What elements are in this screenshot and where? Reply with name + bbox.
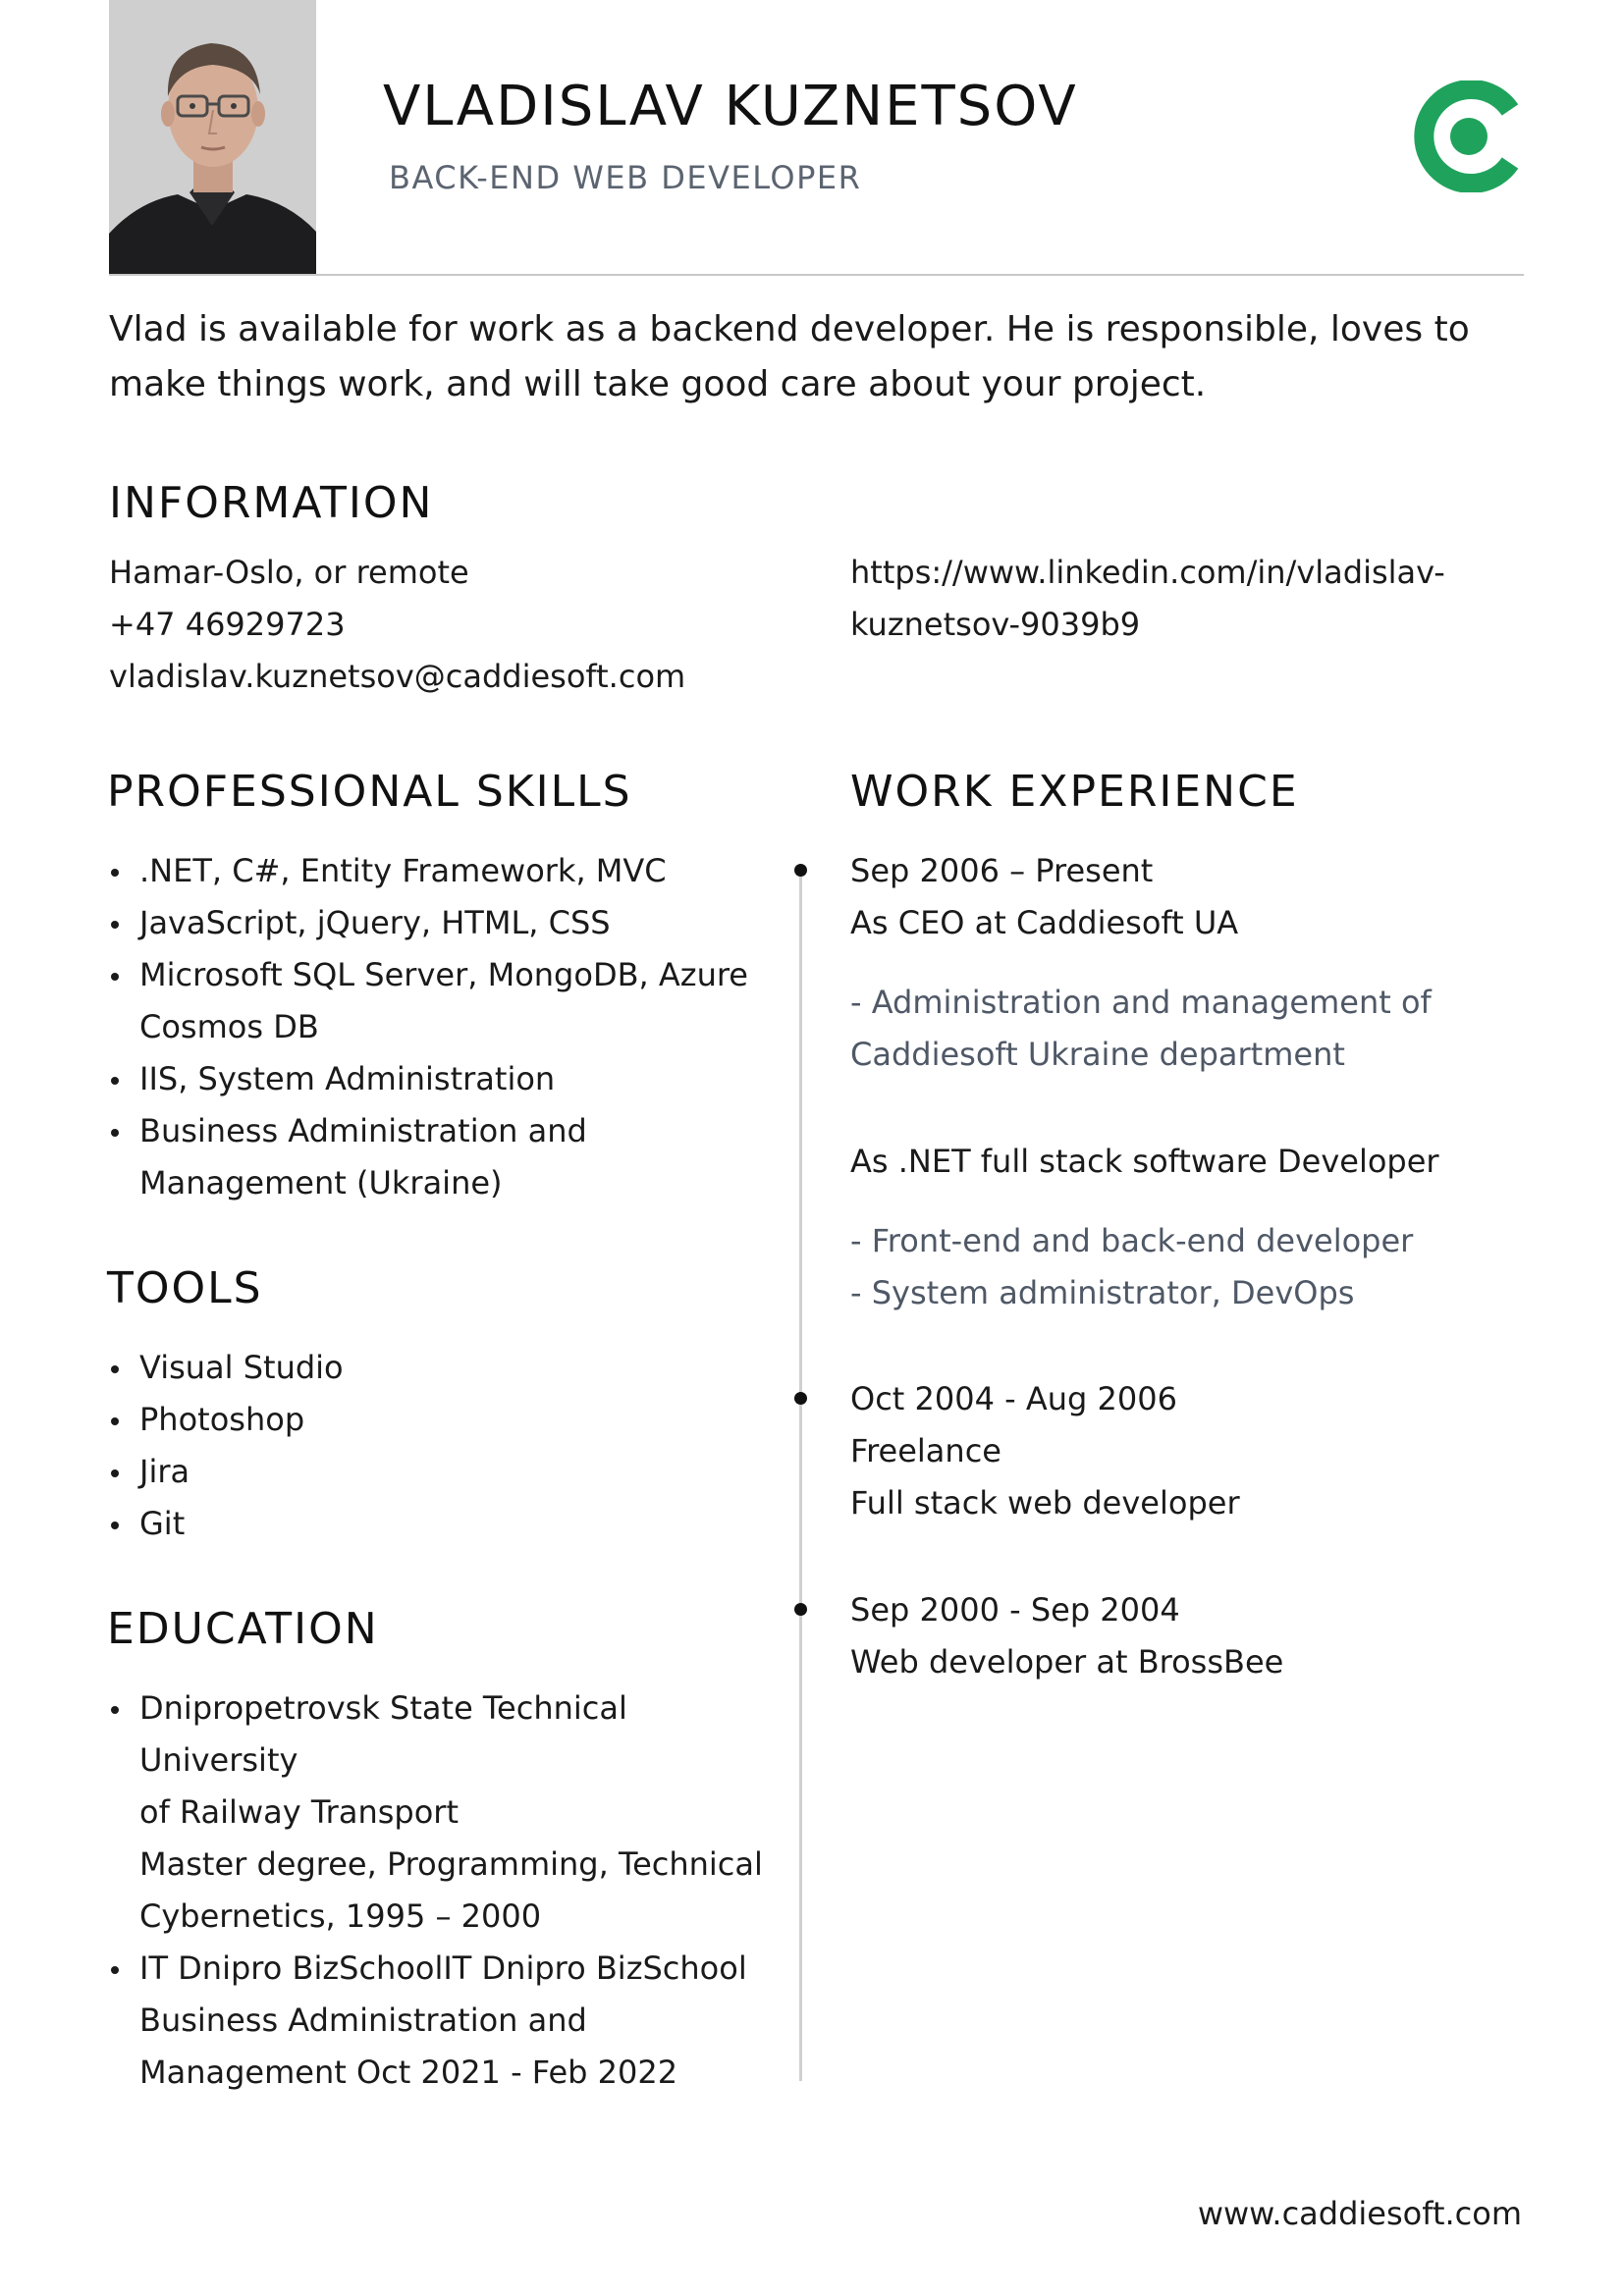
education-line: IT Dnipro BizSchoolIT Dnipro BizSchool bbox=[139, 1949, 747, 1987]
tool-text: Visual Studio bbox=[139, 1349, 344, 1386]
education-line: Business Administration and bbox=[139, 2002, 587, 2039]
linkedin-line-1: https://www.linkedin.com/in/vladislav- bbox=[850, 554, 1445, 591]
timeline-dot bbox=[794, 1603, 807, 1616]
information-heading: INFORMATION bbox=[109, 478, 434, 528]
tool-text: Jira bbox=[139, 1453, 190, 1490]
list-item bbox=[109, 1342, 757, 1394]
linkedin-link[interactable] bbox=[850, 547, 1445, 651]
experience-entry bbox=[850, 1584, 1283, 1688]
list-item bbox=[109, 1943, 777, 2099]
skills-heading: PROFESSIONAL SKILLS bbox=[107, 767, 632, 817]
contact-info-block bbox=[109, 547, 685, 703]
experience-company: Freelance bbox=[850, 1432, 1001, 1469]
experience-note: - System administrator, DevOps bbox=[850, 1274, 1355, 1311]
caddiesoft-logo-icon bbox=[1414, 80, 1524, 192]
experience-heading: WORK EXPERIENCE bbox=[850, 767, 1299, 817]
linkedin-line-2: kuznetsov-9039b9 bbox=[850, 606, 1141, 643]
job-title: BACK-END WEB DEVELOPER bbox=[389, 159, 862, 196]
profile-photo bbox=[109, 0, 316, 274]
education-line: Master degree, Programming, Technical bbox=[139, 1845, 763, 1883]
experience-entry bbox=[850, 845, 1238, 949]
location-text: Hamar-Oslo, or remote bbox=[109, 554, 469, 591]
skills-list bbox=[109, 845, 757, 1209]
list-item bbox=[109, 1394, 757, 1446]
list-item bbox=[109, 1498, 757, 1550]
website-link[interactable]: www.caddiesoft.com bbox=[1197, 2195, 1522, 2232]
skill-text: JavaScript, jQuery, HTML, CSS bbox=[139, 904, 611, 941]
tool-text: Git bbox=[139, 1505, 186, 1542]
experience-role: Full stack web developer bbox=[850, 1484, 1240, 1522]
experience-entry bbox=[850, 1136, 1439, 1188]
skill-text-cont: Cosmos DB bbox=[139, 1008, 319, 1045]
tool-text: Photoshop bbox=[139, 1401, 305, 1438]
list-item bbox=[109, 1446, 757, 1498]
candidate-name: VLADISLAV KUZNETSOV bbox=[383, 75, 1078, 138]
list-item bbox=[109, 949, 757, 1053]
experience-notes bbox=[850, 977, 1432, 1081]
timeline-line bbox=[799, 872, 802, 2081]
skill-text: Business Administration and bbox=[139, 1112, 587, 1149]
email-link[interactable]: vladislav.kuznetsov@caddiesoft.com bbox=[109, 658, 686, 695]
list-item bbox=[109, 1105, 757, 1209]
education-heading: EDUCATION bbox=[107, 1604, 379, 1654]
skill-text: .NET, C#, Entity Framework, MVC bbox=[139, 852, 667, 889]
list-item bbox=[109, 1682, 777, 1943]
education-line: Management Oct 2021 - Feb 2022 bbox=[139, 2054, 678, 2091]
education-list bbox=[109, 1682, 777, 2099]
skill-text: Microsoft SQL Server, MongoDB, Azure bbox=[139, 956, 748, 993]
tools-list bbox=[109, 1342, 757, 1550]
intro-paragraph: Vlad is available for work as a backend developer. He is responsible, loves to make things work, and will take good care about your project. bbox=[109, 309, 1470, 404]
experience-role: As .NET full stack software Developer bbox=[850, 1143, 1439, 1180]
experience-entry bbox=[850, 1373, 1240, 1529]
phone-number[interactable]: +47 46929723 bbox=[109, 606, 346, 643]
education-line: Cybernetics, 1995 – 2000 bbox=[139, 1897, 542, 1935]
skill-text-cont: Management (Ukraine) bbox=[139, 1164, 503, 1201]
experience-note: Caddiesoft Ukraine department bbox=[850, 1036, 1345, 1073]
experience-period: Sep 2000 - Sep 2004 bbox=[850, 1591, 1180, 1629]
tools-heading: TOOLS bbox=[107, 1263, 263, 1313]
experience-notes bbox=[850, 1215, 1413, 1319]
experience-role: As CEO at Caddiesoft UA bbox=[850, 904, 1239, 941]
list-item bbox=[109, 897, 757, 949]
education-line: Dnipropetrovsk State Technical University bbox=[139, 1689, 627, 1779]
experience-period: Oct 2004 - Aug 2006 bbox=[850, 1380, 1177, 1417]
header-divider bbox=[109, 274, 1524, 276]
timeline-dot bbox=[794, 1392, 807, 1405]
portrait-photo-icon bbox=[109, 0, 316, 274]
skill-text: IIS, System Administration bbox=[139, 1060, 556, 1097]
experience-note: - Front-end and back-end developer bbox=[850, 1222, 1414, 1259]
list-item bbox=[109, 1053, 757, 1105]
education-line: of Railway Transport bbox=[139, 1793, 459, 1831]
list-item bbox=[109, 845, 757, 897]
experience-role: Web developer at BrossBee bbox=[850, 1643, 1284, 1681]
experience-note: - Administration and management of bbox=[850, 984, 1432, 1021]
experience-period: Sep 2006 – Present bbox=[850, 852, 1154, 889]
timeline-dot bbox=[794, 864, 807, 877]
